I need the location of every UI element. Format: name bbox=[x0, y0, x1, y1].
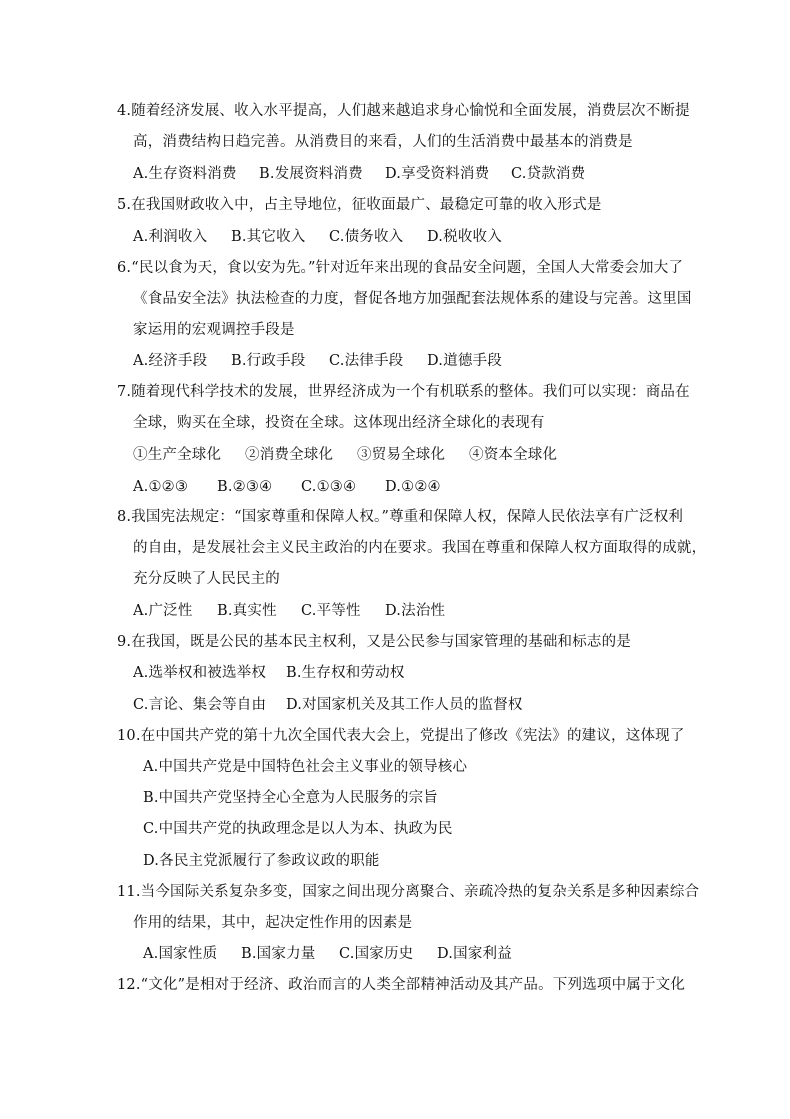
option-a[interactable]: A.生存资料消费 bbox=[133, 166, 237, 182]
option-c[interactable]: C.贷款消费 bbox=[511, 166, 586, 182]
question-8-line-2: 的自由，是发展社会主义民主政治的内在要求。我国在尊重和保障人权方面取得的成就， bbox=[133, 540, 707, 556]
question-6-line-3: 家运用的宏观调控手段是 bbox=[133, 322, 295, 338]
question-11-options bbox=[143, 944, 512, 964]
statement-2: ②消费全球化 bbox=[245, 447, 334, 463]
option-c[interactable]: C.平等性 bbox=[301, 603, 361, 619]
question-7-line-2: 全球，购买在全球，投资在全球。这体现出经济全球化的表现有 bbox=[133, 415, 545, 431]
option-d[interactable]: D.对国家机关及其工作人员的监督权 bbox=[286, 697, 523, 713]
option-a[interactable]: A.广泛性 bbox=[133, 603, 193, 619]
option-d[interactable]: D.各民主党派履行了参政议政的职能 bbox=[143, 853, 380, 869]
option-a[interactable]: A.经济手段 bbox=[133, 353, 208, 369]
option-c[interactable]: C.言论、集会等自由 bbox=[133, 697, 267, 713]
option-b[interactable]: B.国家力量 bbox=[241, 946, 316, 962]
question-11-line-2: 作用的结果，其中，起决定性作用的因素是 bbox=[133, 915, 413, 931]
question-6-line-2: 《食品安全法》执法检查的力度，督促各地方加强配套法规体系的建设与完善。这里国 bbox=[133, 291, 692, 307]
option-b[interactable]: B.发展资料消费 bbox=[259, 166, 363, 182]
option-b[interactable]: B.行政手段 bbox=[231, 353, 306, 369]
question-8-line-1: 8.我国宪法规定：“国家尊重和保障人权。”尊重和保障人权，保障人民依法享有广泛权利 bbox=[117, 509, 684, 525]
option-a[interactable]: A.选举权和被选举权 bbox=[133, 665, 267, 681]
option-b[interactable]: B.中国共产党坚持全心全意为人民服务的宗旨 bbox=[143, 790, 438, 806]
question-11-line-1: 11.当今国际关系复杂多变，国家之间出现分离聚合、亲疏冷热的复杂关系是多种因素综合 bbox=[117, 884, 700, 900]
option-d[interactable]: D.税收收入 bbox=[427, 229, 502, 245]
question-4-line-1: 4.随着经济发展、收入水平提高，人们越来越追求身心愉悦和全面发展，消费层次不断提 bbox=[117, 103, 690, 119]
question-9-options-row-2 bbox=[133, 695, 523, 715]
statement-3: ③贸易全球化 bbox=[357, 447, 446, 463]
option-d[interactable]: D.①②④ bbox=[385, 479, 441, 495]
question-12-line-1: 12.“文化”是相对于经济、政治而言的人类全部精神活动及其产品。下列选项中属于文化 bbox=[117, 977, 686, 993]
option-a[interactable]: A.国家性质 bbox=[143, 946, 218, 962]
option-a[interactable]: A.中国共产党是中国特色社会主义事业的领导核心 bbox=[143, 759, 468, 775]
option-b[interactable]: B.真实性 bbox=[217, 603, 277, 619]
question-7-line-1: 7.随着现代科学技术的发展，世界经济成为一个有机联系的整体。我们可以实现：商品在 bbox=[117, 384, 690, 400]
question-9-options-row-1 bbox=[133, 663, 405, 683]
question-6-options bbox=[133, 351, 502, 371]
statement-1: ①生产全球化 bbox=[133, 447, 222, 463]
question-7-items bbox=[133, 445, 557, 465]
question-10-line-1: 10.在中国共产党的第十九次全国代表大会上，党提出了修改《宪法》的建议，这体现了 bbox=[117, 728, 685, 744]
option-c[interactable]: C.中国共产党的执政理念是以人为本、执政为民 bbox=[143, 821, 453, 837]
option-b[interactable]: B.②③④ bbox=[217, 479, 273, 495]
option-c[interactable]: C.①③④ bbox=[301, 479, 357, 495]
question-4-options bbox=[133, 164, 585, 184]
question-8-line-3: 充分反映了人民民主的 bbox=[133, 571, 280, 587]
option-c[interactable]: C.债务收入 bbox=[329, 229, 404, 245]
option-a[interactable]: A.利润收入 bbox=[133, 229, 208, 245]
question-8-options bbox=[133, 601, 445, 621]
question-9-line-1: 9.在我国，既是公民的基本民主权利，又是公民参与国家管理的基础和标志的是 bbox=[117, 634, 632, 650]
question-4-line-2: 高，消费结构日趋完善。从消费目的来看，人们的生活消费中最基本的消费是 bbox=[133, 134, 633, 150]
option-d[interactable]: D.道德手段 bbox=[427, 353, 502, 369]
question-5-options bbox=[133, 227, 502, 247]
statement-4: ④资本全球化 bbox=[469, 447, 558, 463]
option-b[interactable]: B.生存权和劳动权 bbox=[286, 665, 405, 681]
question-5-line-1: 5.在我国财政收入中，占主导地位，征收面最广、最稳定可靠的收入形式是 bbox=[117, 197, 602, 213]
question-7-options bbox=[133, 477, 441, 497]
question-6-line-1: 6.“民以食为天，食以安为先。”针对近年来出现的食品安全问题，全国人大常委会加大了 bbox=[117, 260, 684, 276]
option-b[interactable]: B.其它收入 bbox=[231, 229, 306, 245]
option-a[interactable]: A.①②③ bbox=[133, 479, 189, 495]
option-d[interactable]: D.法治性 bbox=[385, 603, 446, 619]
option-d[interactable]: D.享受资料消费 bbox=[385, 166, 490, 182]
option-c[interactable]: C.法律手段 bbox=[329, 353, 404, 369]
option-c[interactable]: C.国家历史 bbox=[339, 946, 414, 962]
option-d[interactable]: D.国家利益 bbox=[437, 946, 512, 962]
